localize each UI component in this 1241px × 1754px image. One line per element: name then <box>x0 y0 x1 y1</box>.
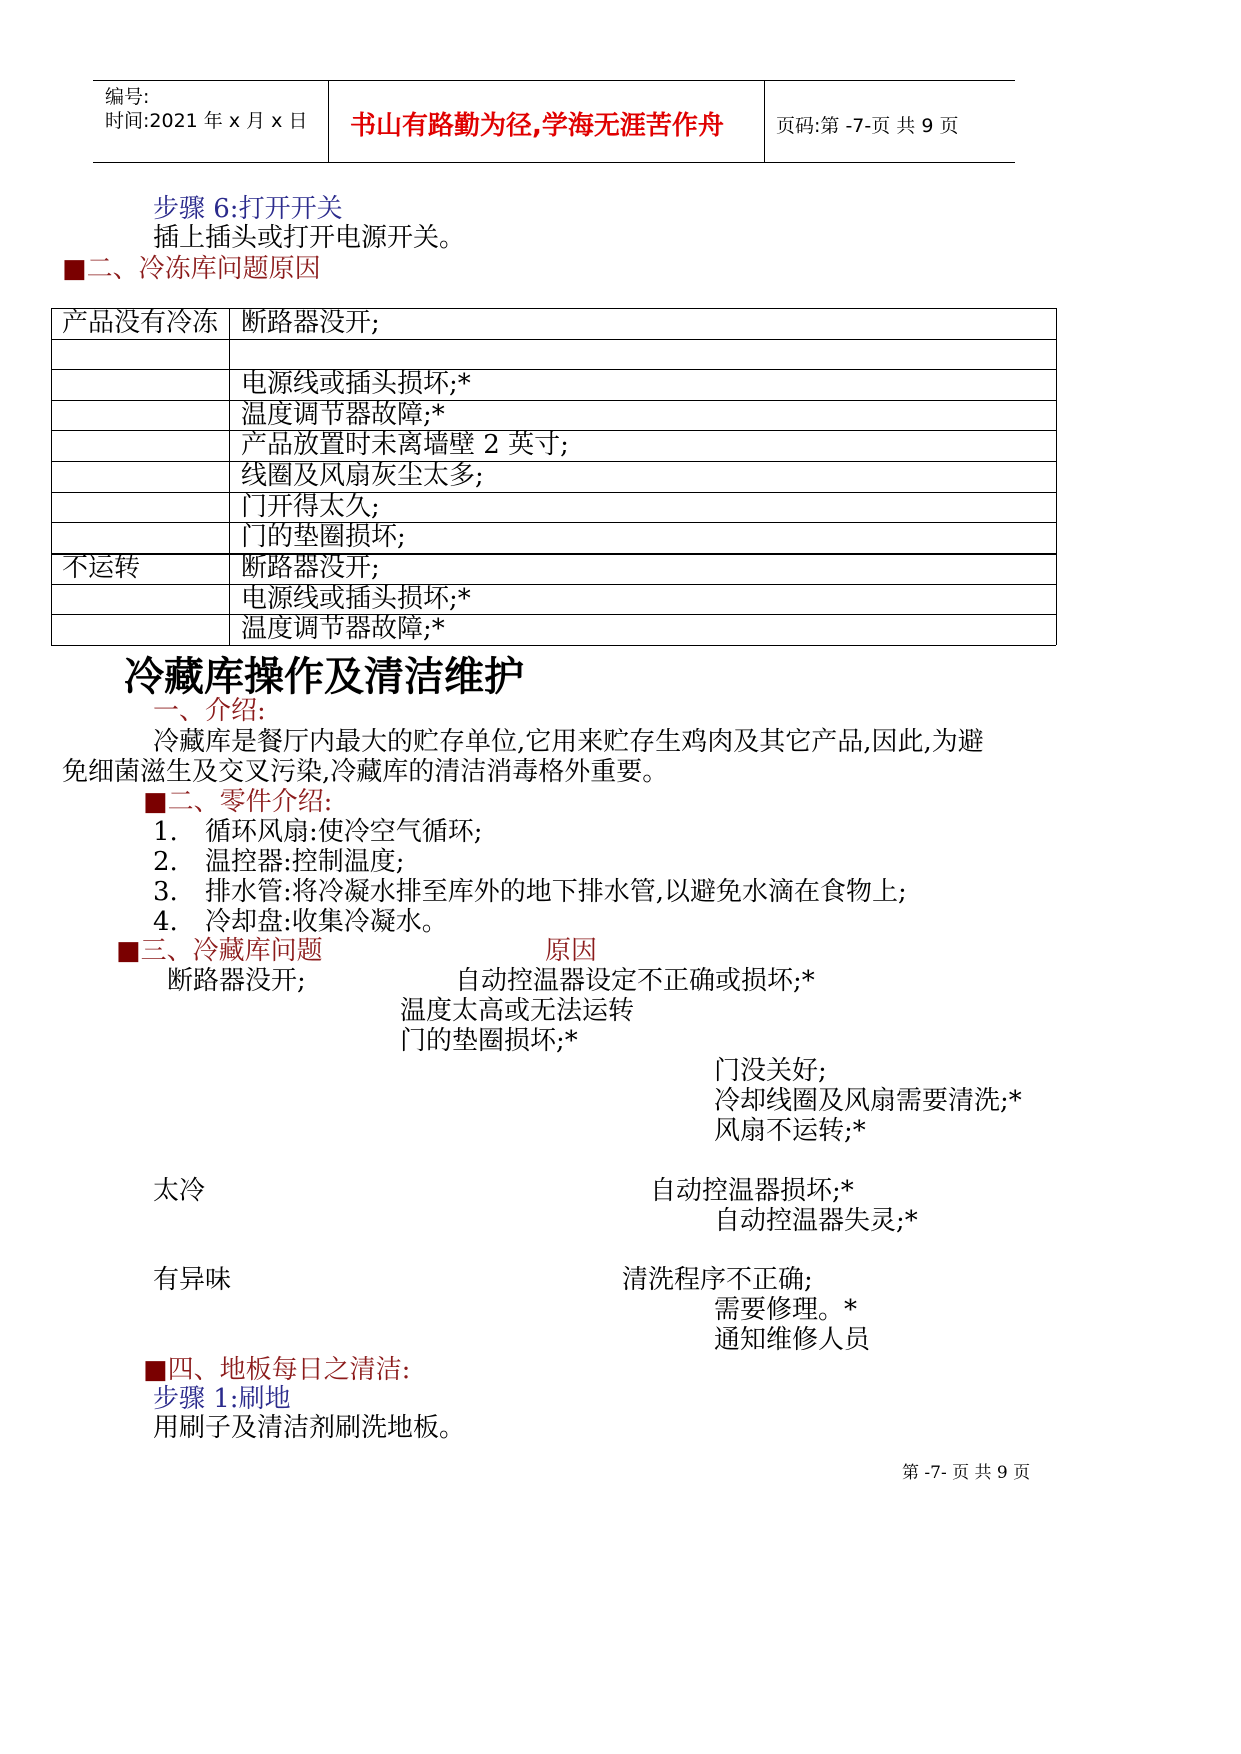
table-rule <box>51 461 1056 462</box>
intro-heading: 一、介绍: <box>153 696 266 726</box>
parts-heading-text: 二、零件介绍: <box>167 787 333 817</box>
header-top-rule <box>93 80 1015 81</box>
header-divider-right <box>764 80 765 162</box>
table-cause-cell: 门的垫圈损坏; <box>241 522 406 552</box>
cooler-cause-heading: 原因 <box>545 936 598 966</box>
cause-line: 冷却线圈及风扇需要清洗;* <box>714 1086 1022 1116</box>
list-item-text: 冷却盘:收集冷凝水。 <box>205 907 448 937</box>
table-cause-cell: 门开得太久; <box>241 492 380 522</box>
section-marker-icon: ■ <box>62 254 87 284</box>
table-rule <box>51 522 1056 523</box>
list-item-number: 4. <box>153 907 178 937</box>
step-6-title: 步骤 6:打开开关 <box>153 194 343 224</box>
table-cause-cell: 电源线或插头损坏;* <box>241 369 471 399</box>
cause-line: 自动控温器失灵;* <box>714 1206 918 1236</box>
table-border-left <box>51 308 52 645</box>
list-item-number: 2. <box>153 847 178 877</box>
main-title: 冷藏库操作及清洁维护 <box>124 654 524 700</box>
header-divider-left <box>328 80 329 162</box>
cause-line: 需要修理。* <box>714 1295 858 1325</box>
section-marker-icon: ■ <box>116 936 141 966</box>
freezer-section-heading <box>62 248 321 285</box>
list-item-text: 温控器:控制温度; <box>205 847 405 877</box>
table-cause-cell: 温度调节器故障;* <box>241 614 445 644</box>
header-bottom-rule <box>93 162 1015 163</box>
list-item-number: 1. <box>153 817 178 847</box>
section-marker-icon: ■ <box>143 787 168 817</box>
step-1-title: 步骤 1:刷地 <box>153 1384 291 1414</box>
cause-line: 通知维修人员 <box>714 1325 871 1355</box>
list-item-text: 排水管:将冷凝水排至库外的地下排水管,以避免水滴在食物上; <box>205 877 907 907</box>
problem-line: 太冷 <box>153 1176 206 1206</box>
table-cause-cell: 产品放置时未离墙壁 2 英寸; <box>241 430 569 460</box>
table-rule <box>51 339 1056 340</box>
table-rule <box>51 584 1056 585</box>
floor-cleaning-heading-text: 四、地板每日之清洁: <box>167 1355 411 1385</box>
cause-line: 自动控温器设定不正确或损坏;* <box>455 966 815 996</box>
cause-line: 风扇不运转;* <box>714 1116 866 1146</box>
document-number-label: 编号: <box>105 86 150 108</box>
table-cause-cell: 断路器没开; <box>241 553 380 583</box>
table-rule <box>51 553 1056 555</box>
intro-paragraph-line-1: 冷藏库是餐厅内最大的贮存单位,它用来贮存生鸡肉及其它产品,因此,为避 <box>153 727 984 757</box>
table-problem-cell: 产品没有冷冻 <box>62 308 219 338</box>
table-rule <box>51 369 1056 370</box>
header-motto: 书山有路勤为径,学海无涯苦作舟 <box>350 111 724 141</box>
problem-line: 有异味 <box>153 1265 232 1295</box>
step-6-body: 插上插头或打开电源开关。 <box>153 223 466 253</box>
problem-line: 断路器没开; <box>167 966 306 996</box>
table-rule <box>51 492 1056 493</box>
document-time-label: 时间:2021 年 x 月 x 日 <box>105 110 308 132</box>
problem-line: 温度太高或无法运转 <box>400 996 635 1026</box>
cause-line: 门的垫圈损坏;* <box>400 1026 578 1056</box>
table-problem-cell: 不运转 <box>62 553 141 583</box>
table-cause-cell: 温度调节器故障;* <box>241 400 445 430</box>
step-1-body: 用刷子及清洁剂刷洗地板。 <box>153 1413 466 1443</box>
table-cause-cell: 电源线或插头损坏;* <box>241 584 471 614</box>
table-cause-cell: 断路器没开; <box>241 308 380 338</box>
table-column-divider <box>229 308 230 645</box>
header-page-label: 页码:第 -7-页 共 9 页 <box>776 115 959 137</box>
footer-page-label: 第 -7- 页 共 9 页 <box>902 1463 1031 1483</box>
table-rule <box>51 400 1056 401</box>
table-cause-cell: 线圈及风扇灰尘太多; <box>241 461 484 491</box>
list-item-text: 循环风扇:使冷空气循环; <box>205 817 483 847</box>
intro-paragraph-line-2: 免细菌滋生及交叉污染,冷藏库的清洁消毒格外重要。 <box>62 757 669 787</box>
table-border-right <box>1056 308 1057 645</box>
table-rule <box>51 614 1056 615</box>
list-item-number: 3. <box>153 877 178 907</box>
section-marker-icon: ■ <box>143 1355 168 1385</box>
cause-line: 门没关好; <box>714 1056 827 1086</box>
cooler-problems-heading-text: 三、冷藏库问题 <box>140 936 323 966</box>
cause-line: 清洗程序不正确; <box>622 1265 813 1295</box>
freezer-section-title: 二、冷冻库问题原因 <box>86 254 321 284</box>
cause-line: 自动控温器损坏;* <box>650 1176 854 1206</box>
